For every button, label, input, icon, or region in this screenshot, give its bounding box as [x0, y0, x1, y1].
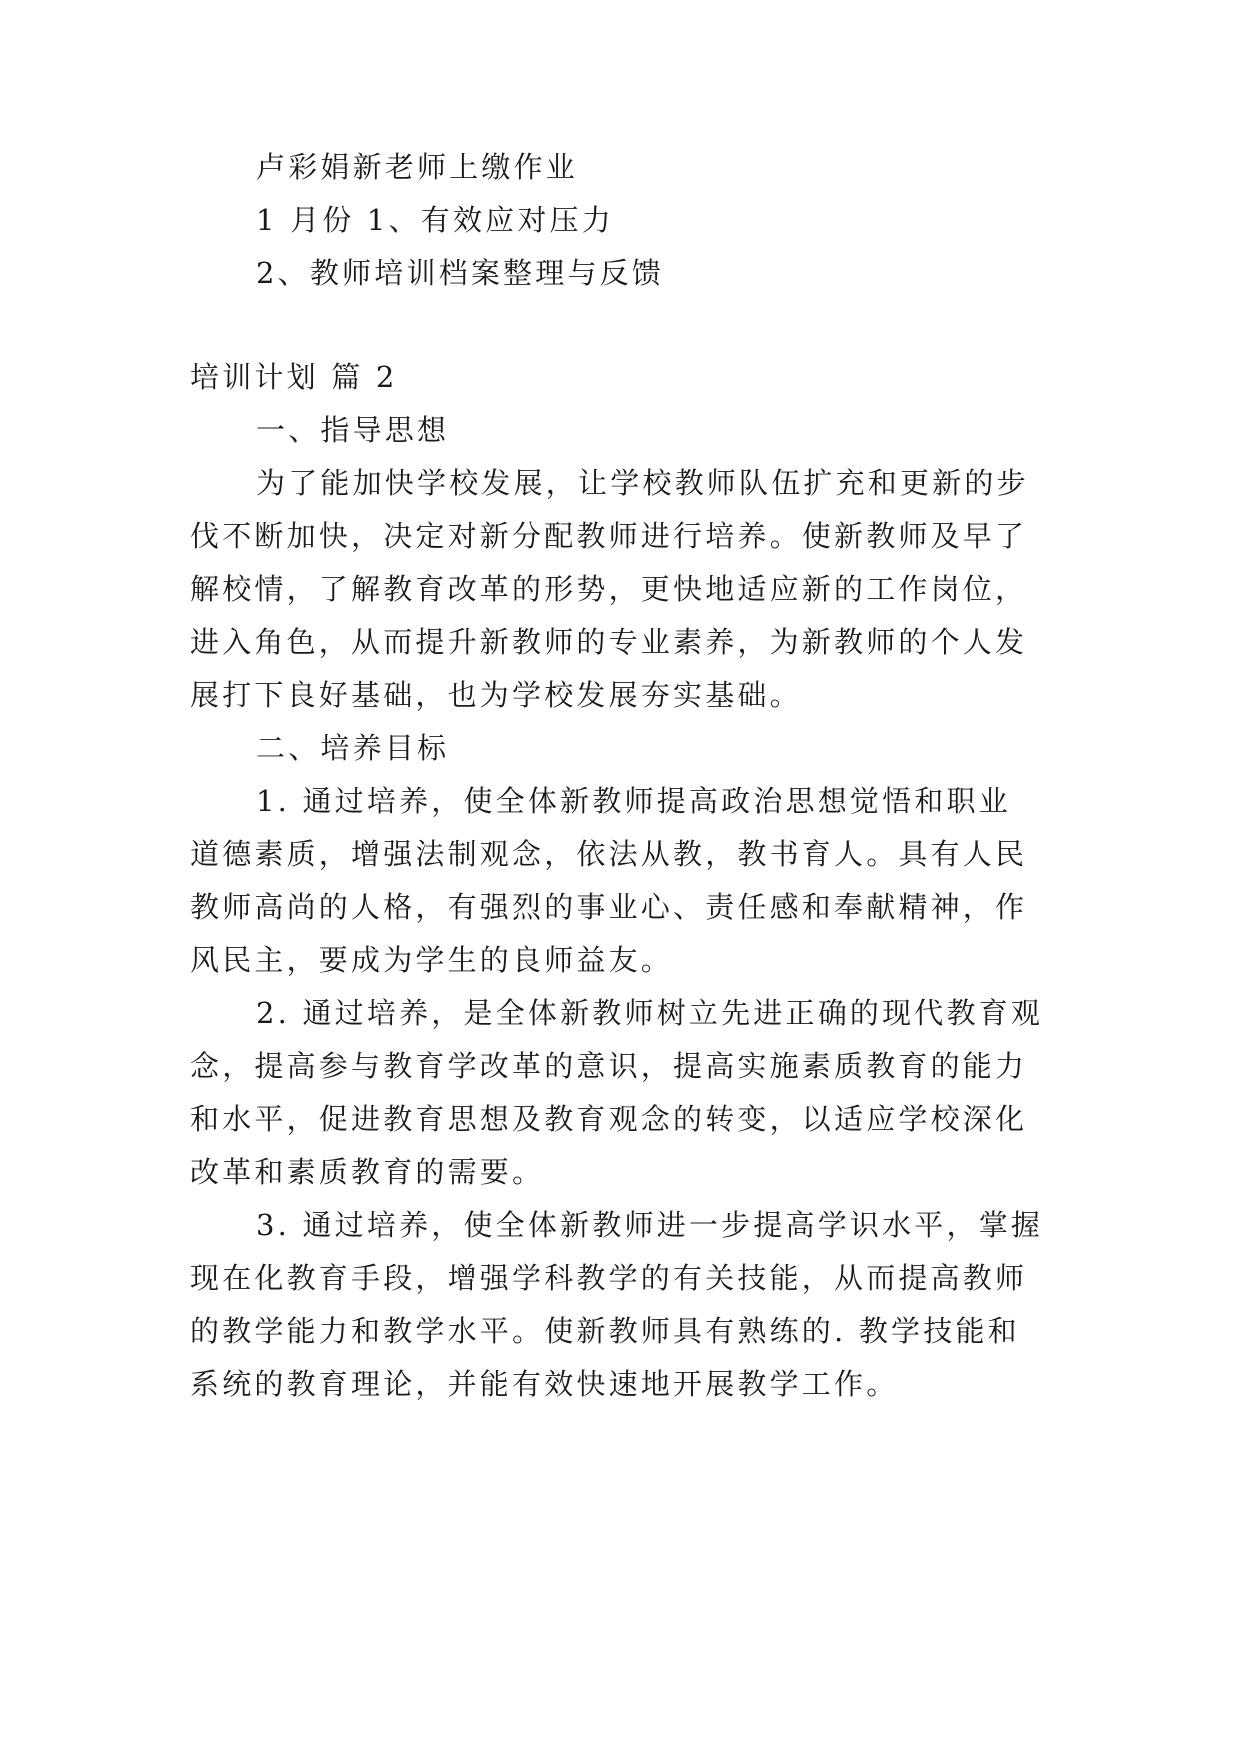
para-2-line-3: 教师高尚的人格，有强烈的事业心、责任感和奉献精神，作	[190, 890, 1028, 924]
top-line-2: 1 月份 1、有效应对压力	[256, 203, 614, 237]
para-1-line-3: 解校情，了解教育改革的形势，更快地适应新的工作岗位，	[190, 572, 1028, 606]
para-3-line-4: 改革和素质教育的需要。	[190, 1155, 545, 1189]
section-title: 培训计划 篇 2	[190, 360, 398, 394]
para-1-line-5: 展打下良好基础，也为学校发展夯实基础。	[190, 678, 802, 712]
para-2-line-1: 1. 通过培养，使全体新教师提高政治思想觉悟和职业	[256, 784, 1011, 818]
para-3-line-3: 和水平，促进教育思想及教育观念的转变，以适应学校深化	[190, 1102, 1028, 1136]
para-2-line-4: 风民主，要成为学生的良师益友。	[190, 943, 674, 977]
para-4-line-1: 3. 通过培养，使全体新教师进一步提高学识水平，掌握	[256, 1208, 1044, 1242]
para-3-line-2: 念，提高参与教育学改革的意识，提高实施素质教育的能力	[190, 1049, 1028, 1083]
para-3-line-1: 2. 通过培养，是全体新教师树立先进正确的现代教育观	[256, 996, 1044, 1030]
para-1-line-2: 伐不断加快，决定对新分配教师进行培养。使新教师及早了	[190, 519, 1028, 553]
para-1-line-4: 进入角色，从而提升新教师的专业素养，为新教师的个人发	[190, 625, 1028, 659]
top-line-3: 2、教师培训档案整理与反馈	[256, 256, 665, 290]
heading-training-goals: 二、培养目标	[256, 731, 450, 765]
top-line-1: 卢彩娟新老师上缴作业	[256, 150, 579, 184]
para-4-line-2: 现在化教育手段，增强学科教学的有关技能，从而提高教师	[190, 1261, 1028, 1295]
para-4-line-4: 系统的教育理论，并能有效快速地开展教学工作。	[190, 1367, 899, 1401]
heading-guiding-ideology: 一、指导思想	[256, 413, 450, 447]
para-4-line-3: 的教学能力和教学水平。使新教师具有熟练的. 教学技能和	[190, 1314, 1020, 1348]
para-2-line-2: 道德素质，增强法制观念，依法从教，教书育人。具有人民	[190, 837, 1028, 871]
para-1-line-1: 为了能加快学校发展，让学校教师队伍扩充和更新的步	[256, 466, 1029, 500]
